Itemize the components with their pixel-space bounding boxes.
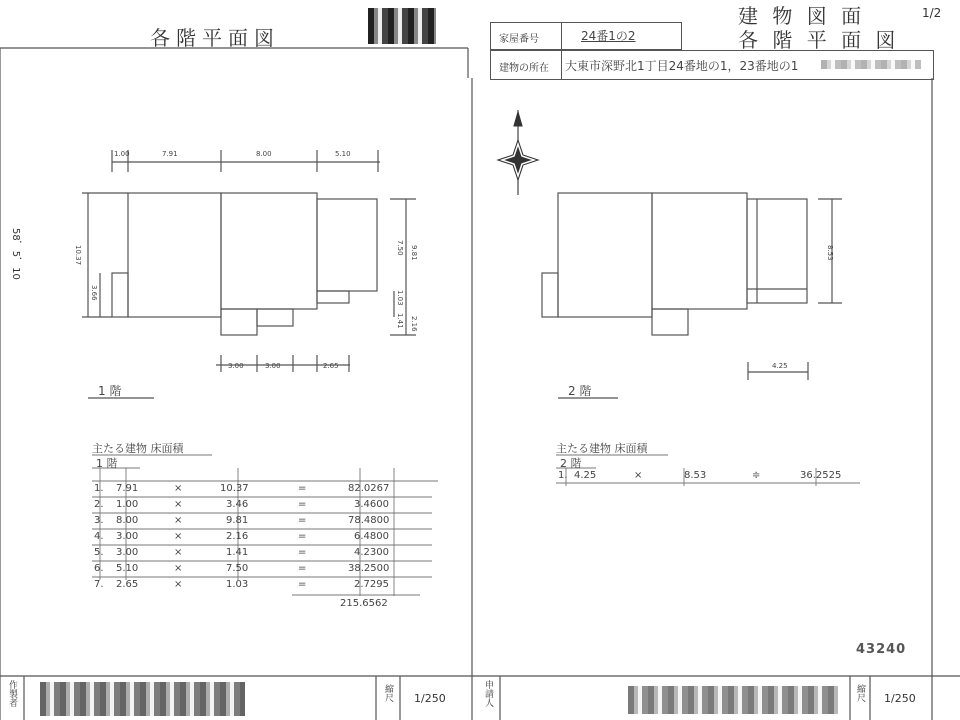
row-times: × (174, 515, 183, 526)
row-times: × (174, 579, 183, 590)
dim-right-5: 2.16 (410, 316, 418, 332)
row-number: 4. (94, 531, 104, 542)
row-times: × (174, 531, 183, 542)
row-equals: ≑ (752, 470, 761, 481)
row-equals: = (298, 483, 307, 494)
row-depth: 9.81 (226, 515, 249, 526)
row-result: 3.4600 (354, 499, 389, 510)
row-equals: = (298, 579, 307, 590)
table-row (92, 531, 432, 544)
floor2-dim-right: 8.53 (826, 245, 834, 261)
row-equals: = (298, 515, 307, 526)
row-depth: 8.53 (684, 470, 707, 481)
row-width: 2.65 (116, 579, 139, 590)
page-fraction: 1/2 (922, 6, 942, 20)
row-depth: 3.46 (226, 499, 249, 510)
floor2-label: 2 階 (568, 384, 592, 398)
table-row (92, 547, 432, 560)
row-result: 82.0267 (348, 483, 390, 494)
row-width: 3.00 (116, 547, 139, 558)
row-width: 3.00 (116, 531, 139, 542)
left-title: 各階平面図 (150, 26, 280, 50)
house-number-value: 24番1の2 (581, 29, 636, 43)
table-row (92, 515, 432, 528)
row-width: 4.25 (574, 470, 597, 481)
dim-bottom-3: 2.65 (323, 362, 339, 370)
table-row (92, 563, 432, 576)
dim-right-4: 1.41 (396, 313, 404, 329)
dim-right-2: 9.81 (410, 245, 418, 261)
floor1-label: 1 階 (98, 384, 122, 398)
row-width: 5.10 (116, 563, 139, 574)
row-number: 1. (558, 470, 568, 481)
row-depth: 7.50 (226, 563, 249, 574)
row-result: 4.2300 (354, 547, 389, 558)
row-number: 7. (94, 579, 104, 590)
dim-bottom-2: 3.00 (265, 362, 281, 370)
scale-value-2: 1/250 (884, 692, 916, 705)
table1-total: 215.6562 (340, 598, 388, 609)
row-depth: 2.16 (226, 531, 249, 542)
dim-left-2: 3.66 (90, 285, 98, 301)
stamp-code: 43240 (856, 642, 907, 657)
dim-top-2: 7.91 (162, 150, 178, 158)
location-label: 建物の所在 (499, 63, 549, 74)
right-title-line2: 各 階 平 面 図 (738, 28, 900, 52)
redacted-applicant (628, 686, 838, 714)
floor1-plan (82, 150, 416, 398)
row-number: 6. (94, 563, 104, 574)
redacted-maker (40, 682, 245, 716)
row-number: 2. (94, 499, 104, 510)
right-title-line1: 建 物 図 面 (738, 4, 866, 28)
row-times: × (174, 499, 183, 510)
row-result: 78.4800 (348, 515, 390, 526)
table-row (92, 579, 432, 592)
floor2-plan (542, 193, 842, 398)
applicant-label: 申請人 (483, 680, 493, 707)
dim-right-3: 1.03 (396, 290, 404, 306)
row-depth: 10.37 (220, 483, 249, 494)
location-value: 大東市深野北1丁目24番地の1，23番地の1 (565, 59, 799, 73)
dim-top-1: 1.00 (114, 150, 130, 158)
house-number-label: 家屋番号 (499, 34, 539, 45)
dim-bottom-1: 3.00 (228, 362, 244, 370)
row-result: 36.2525 (800, 470, 842, 481)
scale-value-1: 1/250 (414, 692, 446, 705)
row-equals: = (298, 499, 307, 510)
table-row (92, 483, 432, 496)
floor2-dim-bottom: 4.25 (772, 362, 788, 370)
table-row (556, 470, 860, 483)
row-number: 3. (94, 515, 104, 526)
row-depth: 1.41 (226, 547, 249, 558)
dim-top-3: 8.00 (256, 150, 272, 158)
table2-floor: 2 階 (560, 457, 582, 470)
row-depth: 1.03 (226, 579, 249, 590)
scale-label-2: 縮尺 (855, 684, 865, 702)
row-number: 1. (94, 483, 104, 494)
maker-label: 作製者 (7, 680, 17, 707)
scale-label-1: 縮尺 (383, 684, 393, 702)
row-result: 2.7295 (354, 579, 389, 590)
row-width: 7.91 (116, 483, 139, 494)
table1-title: 主たる建物 床面積 (92, 442, 184, 455)
table2-title: 主たる建物 床面積 (556, 442, 648, 455)
dim-top-4: 5.10 (335, 150, 351, 158)
row-number: 5. (94, 547, 104, 558)
row-times: × (174, 547, 183, 558)
row-equals: = (298, 531, 307, 542)
north-arrow-icon (498, 110, 538, 195)
table-row (92, 499, 432, 512)
row-equals: = (298, 563, 307, 574)
table1-floor: 1 階 (96, 457, 118, 470)
dim-right-1: 7.50 (396, 240, 404, 256)
row-width: 8.00 (116, 515, 139, 526)
side-date: 58．5．10 (10, 228, 21, 280)
row-result: 38.2500 (348, 563, 390, 574)
row-times: × (174, 483, 183, 494)
row-times: × (174, 563, 183, 574)
row-equals: = (298, 547, 307, 558)
row-times: × (634, 470, 643, 481)
dim-left-1: 10.37 (74, 245, 82, 266)
row-result: 6.4800 (354, 531, 389, 542)
row-width: 1.00 (116, 499, 139, 510)
